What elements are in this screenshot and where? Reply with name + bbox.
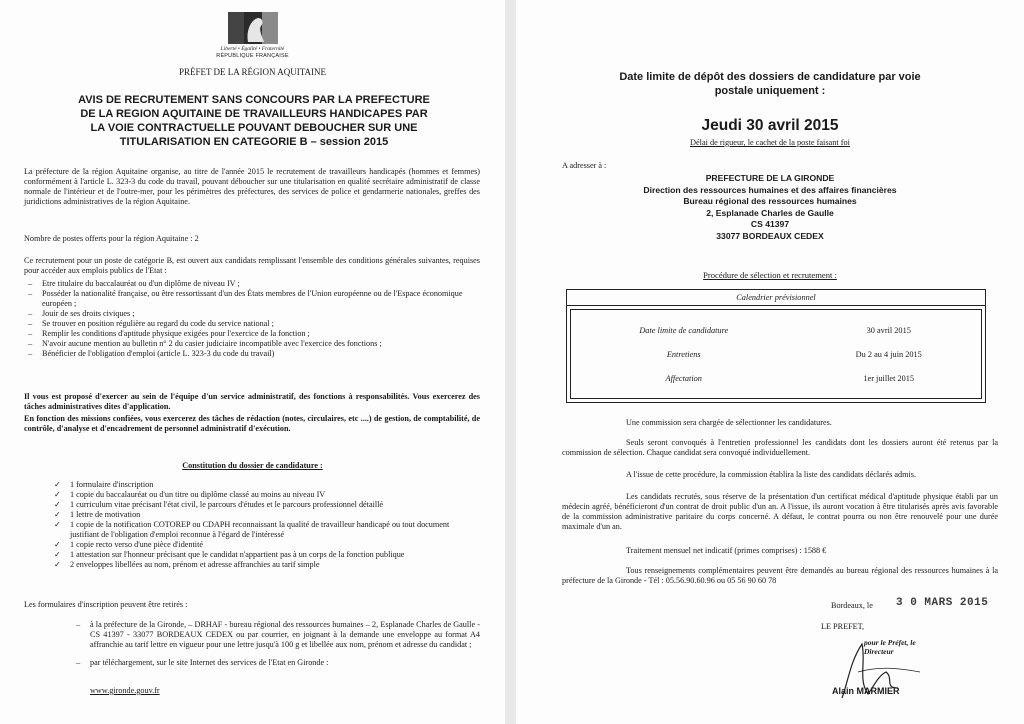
conditions-list	[24, 279, 480, 359]
date-stamp: 3 0 MARS 2015	[896, 597, 989, 609]
address-line: 2, Esplanade Charles de Gaulle	[706, 207, 834, 218]
table-row	[571, 318, 981, 342]
bold-paragraph-2: En fonction des missions confiées, vous exercerez des tâches de rédaction (notes, circulaires, etc ....) de gestion, de comptabilité, de contrôle, d'analyse et d'encadrement de personnel administratif d'exécution.	[24, 414, 480, 433]
calendar-label: Date limite de candidature	[639, 325, 729, 335]
signatory-name: Alain MARMIER	[832, 686, 900, 696]
list-item: – Posséder la nationalité française, ou être ressortissant d'un des États membres de l'Union européenne ou de l'Espace économique européen ;	[24, 289, 480, 309]
list-item: ✓ 1 lettre de motivation	[52, 510, 480, 520]
forms-intro: Les formulaires d'inscription peuvent être retirés :	[24, 600, 188, 609]
logo-republic: RÉPUBLIQUE FRANÇAISE	[216, 53, 289, 59]
place-date: Bordeaux, le	[831, 601, 873, 610]
deadline-heading-line: postale uniquement :	[714, 85, 826, 97]
deadline-heading	[516, 70, 1024, 98]
forms-list	[72, 620, 480, 668]
title-line: TITULARISATION EN CATEGORIE B – session 2015	[119, 136, 389, 148]
list-item: ✓ 1 copie recto verso d'une pièce d'identité	[52, 540, 480, 550]
procedure-heading: Procédure de sélection et recrutement :	[703, 270, 837, 280]
right-page	[516, 0, 1024, 724]
republic-logo	[0, 12, 505, 59]
website-link[interactable]: www.gironde.gouv.fr	[90, 686, 160, 695]
logo-motto: Liberté • Égalité • Fraternité	[220, 46, 285, 52]
issuer: PRÉFET DE LA RÉGION AQUITAINE	[178, 67, 327, 77]
salary: Traitement mensuel net indicatif (primes comprises) : 1588 €	[626, 546, 827, 555]
calendar-rows	[571, 318, 981, 390]
list-item: – par téléchargement, sur le site Internet des services de l'Etat en Gironde :	[72, 658, 480, 668]
signatory-title: LE PREFET,	[821, 622, 865, 631]
left-page	[0, 0, 505, 724]
contact-info: Tous renseignements complémentaires peuvent être demandés au bureau régional des ressources humaines à la préfecture de la Gironde - Tél : 05.56.90.60.96 ou 05 56 90 60 78	[562, 566, 998, 585]
notice-title	[20, 93, 488, 149]
para-commission: Une commission sera chargée de sélectionner les candidatures.	[626, 418, 832, 427]
address-line: PREFECTURE DE LA GIRONDE	[705, 173, 835, 183]
positions-count: Nombre de postes offerts pour la région Aquitaine : 2	[24, 234, 199, 243]
list-item: – N'avoir aucune mention au bulletin n° 2 du casier judiciaire incompatible avec l'exercice des fonctions ;	[24, 339, 480, 349]
postal-address	[516, 173, 1024, 243]
calendar-title: Calendrier prévisionnel	[566, 289, 986, 305]
calendar-value: 1er juillet 2015	[863, 373, 915, 383]
calendar-label: Entretiens	[666, 349, 701, 359]
address-line: CS 41397	[750, 219, 790, 230]
list-item: ✓ 2 enveloppes libellées au nom, prénom et adresse affranchies au tarif simple	[52, 560, 480, 570]
deadline-note: Délai de rigueur, le cachet de la poste faisant foi	[689, 138, 850, 147]
title-line: AVIS DE RECRUTEMENT SANS CONCOURS PAR LA PREFECTURE	[78, 94, 430, 106]
list-item: – Jouir de ses droits civiques ;	[24, 309, 480, 319]
list-item: ✓ 1 formulaire d'inscription	[52, 480, 480, 490]
table-row	[571, 366, 981, 390]
address-line: Bureau régional des ressources humaines	[683, 196, 857, 207]
list-item: – Etre titulaire du baccalauréat ou d'un diplôme de niveau IV ;	[24, 279, 480, 289]
intro-paragraph: La préfecture de la région Aquitaine organise, au titre de l'année 2015 le recrutement de travailleurs handicapés (hommes et femmes) conformément à l'article L. 323-3 du code du travail, pouvant déboucher sur une titularisation en qualité secrétaire administratif de classe normale de l'intérieur et de l'outre-mer, pour les périmètres des préfectures, des services de police et gendarmerie nationales, greffes des juridictions administratives de la région Aquitaine.	[24, 167, 480, 206]
marianne-logo-icon	[228, 12, 278, 44]
signature-handwriting: pour le Préfet, le Directeur	[864, 638, 916, 656]
list-item: – Remplir les conditions d'aptitude physique exigées pour l'exercice de la fonction ;	[24, 329, 480, 339]
deadline-heading-line: Date limite de dépôt des dossiers de candidature par voie	[619, 71, 921, 83]
address-line: Direction des ressources humaines et des affaires financières	[643, 184, 897, 195]
calendar-value: 30 avril 2015	[866, 325, 911, 335]
list-item: – à la préfecture de la Gironde, – DRHAF - bureau régional des ressources humaines – 2, Esplanade Charles de Gaulle - CS 41397 - 33077 BORDEAUX CEDEX ou par courrier, en joignant à la demande une enveloppe au format A4 affranchie au tarif lettre en vigueur pour une lettre jusqu'à 100 g et libellée aux nom, prénom et adresse du candidat ;	[72, 620, 480, 650]
list-item: ✓ 1 copie du baccalauréat ou d'un titre ou diplôme classé au moins au niveau IV	[52, 490, 480, 500]
page-gutter	[505, 0, 516, 724]
list-item: ✓ 1 attestation sur l'honneur précisant que le candidat n'appartient pas à un corps de la fonction publique	[52, 550, 480, 560]
para-issue: A l'issue de cette procédure, la commission établira la liste des candidats déclarés admis.	[626, 470, 916, 479]
address-line: 33077 BORDEAUX CEDEX	[716, 230, 824, 241]
list-item: ✓ 1 curriculum vitae précisant l'état civil, le parcours d'études et le parcours professionnel détaillé	[52, 500, 480, 510]
calendar-label: Affectation	[665, 373, 702, 383]
dossier-list	[52, 480, 480, 570]
list-item: ✓ 1 copie de la notification COTOREP ou CDAPH reconnaissant la qualité de travailleur handicapé ou tout document justifiant de l'obligation d'emploi reconnue à l'égard de l'intéressé	[52, 520, 480, 540]
conditions-intro: Ce recrutement pour un poste de catégorie B, est ouvert aux candidats remplissant l'ensemble des conditions générales suivantes, requises pour accéder aux emplois publics de l'Etat :	[24, 256, 480, 275]
list-item: – Bénéficier de l'obligation d'emploi (article L. 323-3 du code du travail)	[24, 349, 480, 359]
bold-paragraph-1: Il vous est proposé d'exercer au sein de l'équipe d'un service administratif, des fonctions à responsabilités. Vous exercerez des tâches administratives dites d'application.	[24, 392, 480, 411]
para-recrutes: Les candidats recrutés, sous réserve de la présentation d'un certificat médical d'aptitude physique établi par un médecin agréé, bénéficieront d'un contrat de droit public d'un an. A l'issue, ils auront vocation à être titularisés après avis favorable de la commission administrative paritaire du corps concerné. A défaut, le contrat pourra ou non être renouvelé pour une durée maximale d'un an.	[562, 492, 998, 531]
calendar-value: Du 2 au 4 juin 2015	[855, 349, 922, 359]
table-row	[571, 342, 981, 366]
calendar-table	[566, 289, 986, 403]
dossier-heading: Constitution du dossier de candidature :	[182, 461, 323, 470]
title-line: LA VOIE CONTRACTUELLE POUVANT DEBOUCHER SUR UNE	[90, 122, 418, 134]
address-to: A adresser à :	[562, 161, 607, 170]
para-convoques: Seuls seront convoqués à l'entretien professionnel les candidats dont les dossiers auront été retenus par la commission de sélection. Chaque candidat sera convoqué individuellement.	[562, 438, 998, 457]
title-line: DE LA REGION AQUITAINE DE TRAVAILLEURS HANDICAPES PAR	[80, 108, 428, 120]
list-item: – Se trouver en position régulière au regard du code du service national ;	[24, 319, 480, 329]
deadline-date: Jeudi 30 avril 2015	[701, 117, 839, 134]
